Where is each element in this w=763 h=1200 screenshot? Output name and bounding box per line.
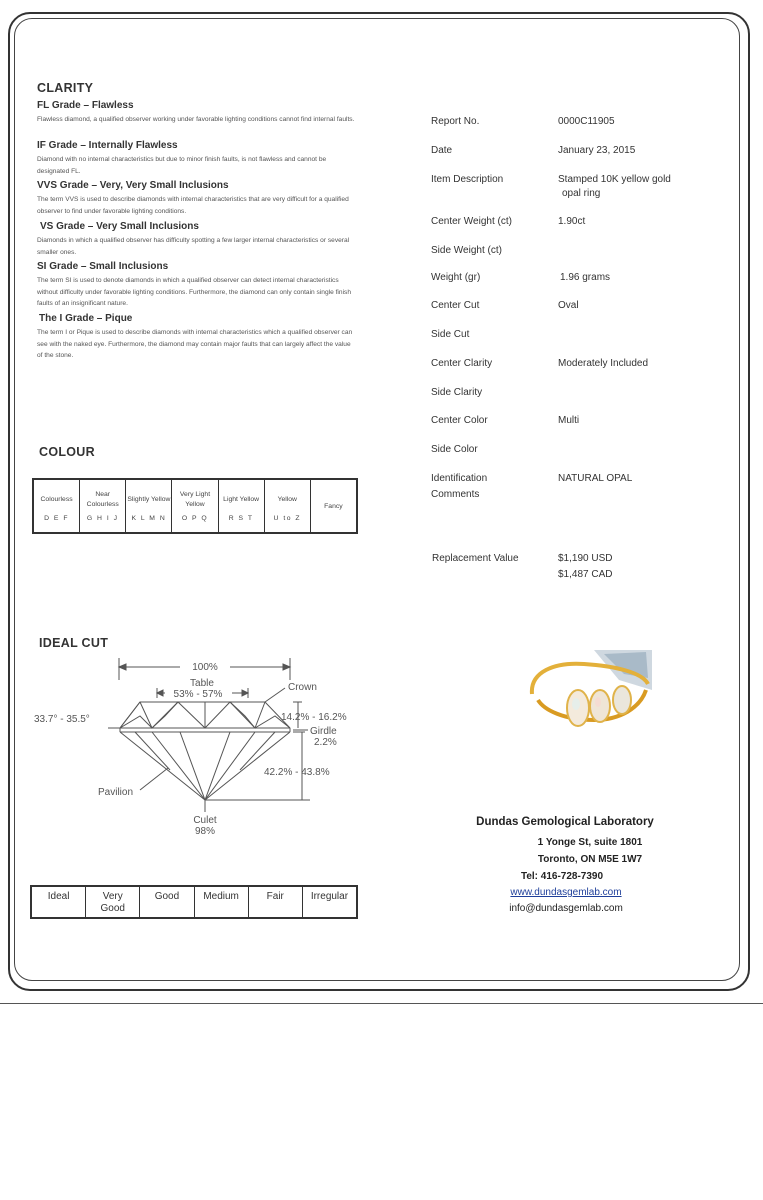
label-crown-angle: 33.7° - 35.5° xyxy=(34,714,90,725)
colour-cell-yellow: Yellow U to Z xyxy=(265,480,311,532)
label-center-color: Center Color xyxy=(431,415,488,426)
label-culet: Culet xyxy=(193,815,217,826)
colour-cell-near-colourless: Near Colourless G H I J xyxy=(80,480,126,532)
label-center-cut: Center Cut xyxy=(431,300,480,311)
value-center-weight: 1.90ct xyxy=(558,216,586,227)
label-side-cut: Side Cut xyxy=(431,329,470,340)
value-date: January 23, 2015 xyxy=(558,145,636,156)
colour-title: COLOUR xyxy=(39,445,95,459)
ideal-cut-title: IDEAL CUT xyxy=(39,636,109,650)
clarity-grade-heading: FL Grade – Flawless xyxy=(37,100,134,111)
cut-grade-irregular: Irregular xyxy=(310,891,349,902)
cut-grade-medium: Medium xyxy=(195,887,249,917)
label-crown-height: 14.2% - 16.2% xyxy=(281,712,347,723)
lab-name: Dundas Gemological Laboratory xyxy=(476,816,654,828)
cut-grade-fair: Fair xyxy=(249,887,303,917)
lab-address-line1: 1 Yonge St, suite 1801 xyxy=(537,837,643,848)
value-item-description-line2: opal ring xyxy=(562,188,601,199)
diamond-proportions-diagram xyxy=(34,650,360,840)
label-identification: Identification xyxy=(431,473,488,484)
label-table-range: 53% - 57% xyxy=(173,689,223,700)
label-side-color: Side Color xyxy=(431,444,478,455)
label-comments: Comments xyxy=(431,489,480,500)
label-crown: Crown xyxy=(288,682,317,693)
value-center-clarity: Moderately Included xyxy=(558,358,649,369)
lab-address-line2: Toronto, ON M5E 1W7 xyxy=(537,854,643,865)
label-culet-value: 98% xyxy=(194,826,216,837)
clarity-grade-text: The term VVS is used to describe diamonds with internal characteristics that are very difficult for a qualified observer to find under favorable lighting conditions. xyxy=(37,196,349,215)
label-date: Date xyxy=(431,145,453,156)
clarity-grade-text: Flawless diamond, a qualified observer working under favorable lighting conditions cannot find internal faults. xyxy=(37,116,355,123)
cut-grade-very-good: Very Good xyxy=(86,887,140,917)
colour-cell-colourless: Colourless D E F xyxy=(34,480,80,532)
value-replacement-cad: $1,487 CAD xyxy=(558,569,613,580)
label-table: Table xyxy=(190,678,214,689)
clarity-grade-heading: SI Grade – Small Inclusions xyxy=(37,261,169,272)
label-total-width: 100% xyxy=(192,662,218,673)
colour-cell-light-yellow: Light Yellow R S T xyxy=(219,480,265,532)
ring-photo xyxy=(524,650,652,740)
label-report-no: Report No. xyxy=(431,116,480,127)
colour-scale-table xyxy=(32,478,358,534)
clarity-title: CLARITY xyxy=(37,81,94,95)
clarity-grade-heading: VVS Grade – Very, Very Small Inclusions xyxy=(37,180,229,191)
clarity-grade-heading: The I Grade – Pique xyxy=(39,313,133,324)
value-identification: NATURAL OPAL xyxy=(558,473,633,484)
clarity-grade-heading: VS Grade – Very Small Inclusions xyxy=(40,221,199,232)
lab-website-link[interactable]: www.dundasgemlab.com xyxy=(510,887,622,898)
colour-cell-fancy: Fancy xyxy=(324,503,343,510)
label-girdle: Girdle xyxy=(310,726,337,737)
clarity-grade-heading: IF Grade – Internally Flawless xyxy=(37,140,178,151)
clarity-grade-text: The term I or Pique is used to describe diamonds with internal characteristics which a qualified observer can see with the naked eye. Furthermore, the diamond may contain major faults that can largely affect the value of the stone. xyxy=(37,329,353,359)
colour-cell-slightly-yellow: Slightly Yellow K L M N xyxy=(126,480,172,532)
label-side-weight: Side Weight (ct) xyxy=(431,245,502,256)
clarity-grade-text: Diamond with no internal characteristics but due to minor finish faults, is not flawless and cannot be designated FL. xyxy=(37,156,327,175)
label-center-weight: Center Weight (ct) xyxy=(431,216,512,227)
cut-grade-table xyxy=(30,885,358,919)
label-replacement-value: Replacement Value xyxy=(432,553,519,564)
cut-grade-ideal: Ideal xyxy=(32,887,86,917)
value-replacement-usd: $1,190 USD xyxy=(558,553,613,564)
label-item-description: Item Description xyxy=(431,174,504,185)
label-pavilion-depth: 42.2% - 43.8% xyxy=(264,767,330,778)
clarity-grade-text: Diamonds in which a qualified observer has difficulty spotting a few larger internal characteristics or several smaller ones. xyxy=(37,237,350,256)
label-pavilion: Pavilion xyxy=(98,787,134,798)
label-girdle-pct: 2.2% xyxy=(314,737,337,748)
value-report-no: 0000C11905 xyxy=(558,116,615,127)
page-divider xyxy=(0,1003,763,1004)
cut-grade-good: Good xyxy=(140,887,194,917)
value-item-description: Stamped 10K yellow gold xyxy=(558,174,671,185)
value-center-color: Multi xyxy=(558,415,580,426)
label-weight-grams: Weight (gr) xyxy=(431,272,481,283)
value-center-cut: Oval xyxy=(558,300,579,311)
lab-telephone: Tel: 416-728-7390 xyxy=(520,871,604,882)
label-center-clarity: Center Clarity xyxy=(431,358,493,369)
colour-cell-very-light-yellow: Very Light Yellow O P Q xyxy=(172,480,218,532)
label-side-clarity: Side Clarity xyxy=(431,387,483,398)
clarity-grade-text: The term SI is used to denote diamonds in which a qualified observer can detect internal characteristics without difficulty under favorable lighting conditions. Furthermore, the diamond can only contain single finish faults of an insignificant nature. xyxy=(37,277,351,307)
lab-email: info@dundasgemlab.com xyxy=(509,903,623,914)
value-weight-grams: 1.96 grams xyxy=(560,272,611,283)
